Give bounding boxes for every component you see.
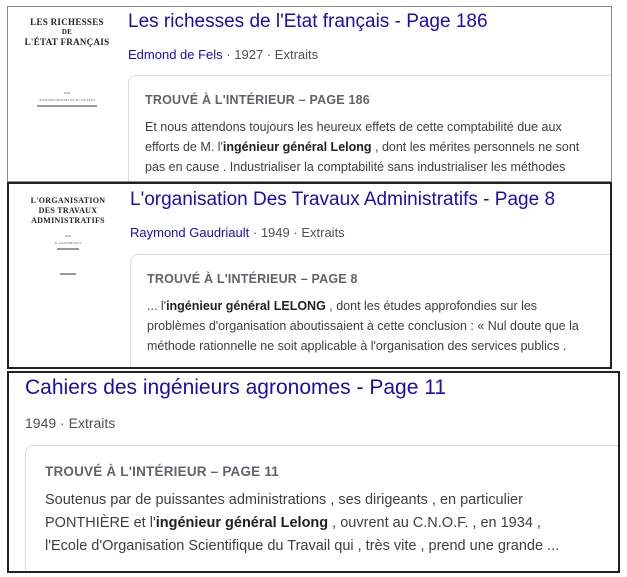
cover-title-line: DE	[61, 28, 73, 36]
snippet-segment: Soutenus par de puissantes administrations , ses dirigeants , en particulier	[45, 492, 523, 508]
cover-title-line: L'ORGANISATION	[30, 196, 106, 205]
cover-fine-print: R. GAUDRIAULT	[54, 240, 82, 245]
result-title-link[interactable]: L'organisation Des Travaux Administratifs - Page 8	[130, 189, 556, 210]
highlighted-term: ingénieur général Lelong	[155, 515, 329, 531]
snippet-segment: l'Ecole d'Organisation Scientifique du Travail qui , très vite , prend une grande ...	[45, 538, 560, 554]
meta-separator: ·	[293, 225, 298, 240]
year: 1949	[260, 225, 290, 240]
cover-title-line: L'ÉTAT FRANÇAIS	[24, 37, 110, 47]
snippet-segment: pas en cause . Industrialiser la comptabilité sans industrialiser les méthodes	[145, 160, 566, 174]
result-title-link[interactable]: Cahiers des ingénieurs agronomes - Page 11	[25, 376, 447, 399]
snippet-segment: méthode rationnelle ne soit applicable à l'organisation des services publics .	[147, 339, 567, 353]
snippet-segment: Et nous attendons toujours les heureux effets de cette comptabilité due aux	[145, 120, 562, 134]
search-result	[7, 182, 612, 369]
meta-separator: ·	[266, 47, 272, 62]
snippet-segment: , dont les mérites personnels ne sont	[371, 140, 580, 154]
snippet-line	[145, 137, 579, 157]
meta-separator: ·	[252, 225, 258, 240]
author-link[interactable]: Edmond de Fels	[128, 47, 223, 62]
snippet-segment: PONTHIÈRE et l'	[45, 515, 156, 531]
cover-title-line: LES RICHESSES	[30, 17, 104, 27]
author-link[interactable]: Raymond Gaudriault	[130, 225, 250, 240]
meta-separator: ·	[226, 47, 231, 62]
cover-fine-print: PAR	[63, 91, 71, 95]
snippet-segment: ... l'	[147, 299, 167, 313]
year: 1927	[234, 47, 264, 62]
cover-fine-print: PAR	[64, 234, 72, 238]
snippet-segment: efforts de M. l'	[145, 140, 223, 154]
search-result	[7, 371, 620, 573]
book-cover-thumbnail[interactable]	[13, 196, 123, 275]
snippet-line	[45, 512, 559, 535]
snippet-segment: problèmes d'organisation aboutissaient à cette conclusion : « Nul doute que la	[147, 319, 579, 333]
snippet-text	[145, 117, 579, 177]
snippet-line	[147, 336, 579, 356]
snippet-line	[45, 489, 559, 512]
snippet-line	[45, 535, 559, 558]
snippet-card[interactable]	[128, 75, 612, 182]
cover-fine-print: ANTOINE DUPONT ET PL. DE FELS	[38, 97, 95, 102]
result-meta	[130, 225, 345, 240]
result-meta	[25, 415, 115, 431]
book-cover-thumbnail[interactable]	[12, 17, 122, 107]
snippet-line	[145, 157, 579, 177]
cover-title-line: DES TRAVAUX	[38, 206, 98, 215]
search-result	[7, 6, 612, 182]
snippet-line	[147, 316, 579, 336]
snippet-line	[147, 296, 579, 316]
year: 1949	[25, 415, 57, 431]
snippet-text	[45, 489, 559, 558]
preview-type: Extraits	[301, 225, 345, 240]
result-title-link[interactable]: Les richesses de l'Etat français - Page 186	[128, 11, 488, 32]
preview-type: Extraits	[68, 415, 116, 431]
snippet-card[interactable]	[25, 445, 620, 573]
meta-separator: ·	[60, 415, 65, 431]
cover-decoration	[37, 105, 97, 107]
cover-title-line: ADMINISTRATIFS	[31, 216, 105, 225]
snippet-segment: , dont les études approfondies sur les	[325, 299, 538, 313]
found-inside-label: TROUVÉ À L'INTÉRIEUR – PAGE 8	[147, 272, 358, 286]
snippet-card[interactable]	[130, 254, 612, 369]
result-meta	[128, 47, 318, 62]
preview-type: Extraits	[274, 47, 319, 62]
snippet-line	[145, 117, 579, 137]
snippet-text	[147, 296, 579, 356]
found-inside-label: TROUVÉ À L'INTÉRIEUR – PAGE 186	[145, 93, 370, 107]
snippet-segment: , ouvrent au C.N.O.F. , en 1934 ,	[328, 515, 541, 531]
highlighted-term: ingénieur général LELONG	[166, 299, 326, 313]
highlighted-term: ingénieur général Lelong	[222, 140, 372, 154]
found-inside-label: TROUVÉ À L'INTÉRIEUR – PAGE 11	[45, 464, 280, 479]
cover-publisher-mark	[60, 273, 76, 275]
